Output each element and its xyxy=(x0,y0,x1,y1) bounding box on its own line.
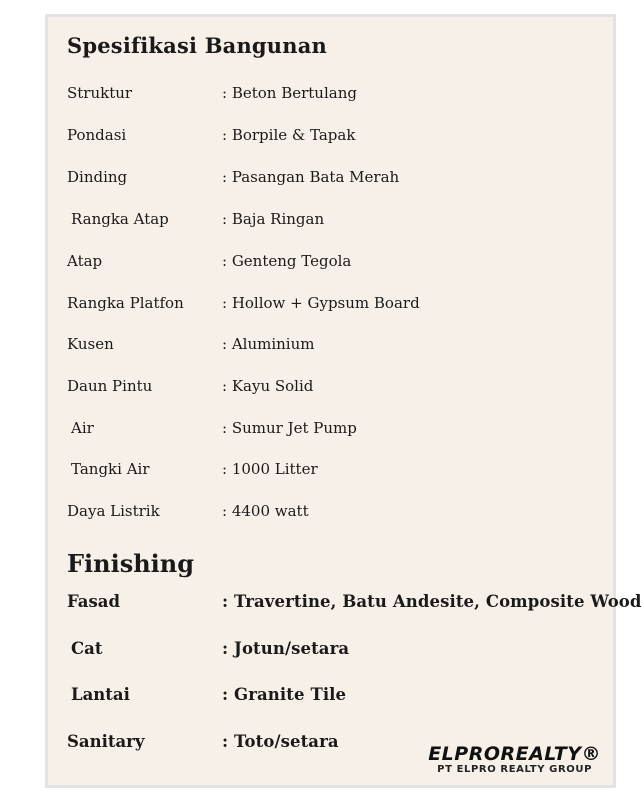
logo-company-name: PT ELPRO REALTY GROUP xyxy=(437,764,593,775)
spec-value: : Pasangan Bata Merah xyxy=(222,168,400,186)
company-logo xyxy=(428,745,601,776)
finishing-value: : Granite Tile xyxy=(222,685,347,704)
spec-label: Rangka Platfon xyxy=(67,294,184,312)
spec-value: : 1000 Litter xyxy=(222,460,318,478)
spec-title: Spesifikasi Bangunan xyxy=(67,33,328,58)
finishing-label: Sanitary xyxy=(67,732,145,751)
spec-value: : 4400 watt xyxy=(222,502,309,520)
spec-label: Atap xyxy=(67,252,103,270)
spec-card xyxy=(45,14,642,788)
spec-label: Tangki Air xyxy=(71,460,150,478)
logo-wordmark: ELPROREALTY® xyxy=(428,743,601,765)
finishing-value: : Travertine, Batu Andesite, Composite Wood xyxy=(222,592,642,611)
spec-value: : Sumur Jet Pump xyxy=(222,419,357,437)
spec-label: Dinding xyxy=(67,168,128,186)
finishing-value: : Jotun/setara xyxy=(222,639,350,658)
finishing-label: Fasad xyxy=(67,592,121,611)
spec-value: : Aluminium xyxy=(222,335,315,353)
spec-label: Daun Pintu xyxy=(67,377,153,395)
spec-label: Daya Listrik xyxy=(67,502,160,520)
finishing-label: Cat xyxy=(71,639,103,658)
spec-value: : Baja Ringan xyxy=(222,210,325,228)
spec-value: : Kayu Solid xyxy=(222,377,314,395)
spec-value: : Borpile & Tapak xyxy=(222,126,356,144)
spec-label: Struktur xyxy=(67,84,133,102)
spec-label: Pondasi xyxy=(67,126,127,144)
finishing-title: Finishing xyxy=(67,549,195,578)
spec-value: : Genteng Tegola xyxy=(222,252,352,270)
spec-label: Kusen xyxy=(67,335,114,353)
spec-label: Air xyxy=(71,419,94,437)
spec-label: Rangka Atap xyxy=(71,210,169,228)
spec-value: : Hollow + Gypsum Board xyxy=(222,294,420,312)
finishing-value: : Toto/setara xyxy=(222,732,339,751)
spec-value: : Beton Bertulang xyxy=(222,84,357,102)
finishing-label: Lantai xyxy=(71,685,130,704)
